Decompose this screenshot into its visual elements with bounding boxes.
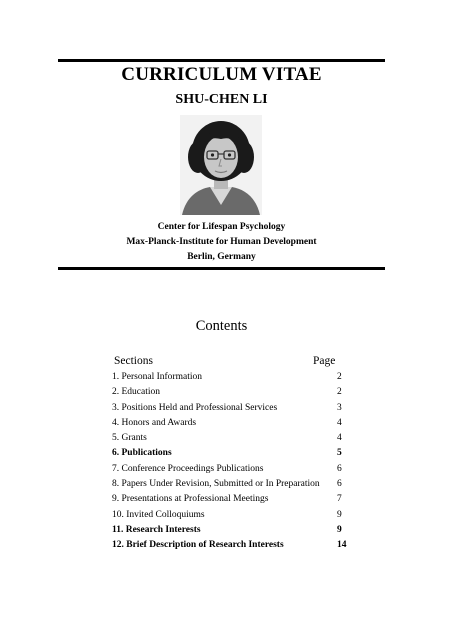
- toc-item-page: 5: [337, 448, 342, 459]
- top-rule: [58, 59, 385, 62]
- toc-item-label: 6. Publications: [112, 448, 172, 459]
- portrait-photo: [180, 115, 262, 215]
- toc-item-label: 5. Grants: [112, 433, 147, 444]
- contents-heading: Contents: [195, 318, 248, 334]
- toc-item-page: 9: [337, 509, 342, 520]
- toc-item-page: 4: [337, 417, 342, 428]
- toc-item[interactable]: [112, 372, 357, 387]
- toc-item-page: 9: [337, 524, 342, 535]
- toc-item[interactable]: [112, 494, 357, 509]
- toc-item-label: 10. Invited Colloquiums: [112, 509, 205, 520]
- toc-item-page: 6: [337, 479, 342, 490]
- toc-item-page: 6: [337, 463, 342, 474]
- toc-item-page: 4: [337, 433, 342, 444]
- toc-item[interactable]: [112, 418, 357, 433]
- document-title: CURRICULUM VITAE: [121, 64, 322, 85]
- affiliation-institute: Max-Planck-Institute for Human Development: [126, 237, 317, 247]
- affiliation-center: Center for Lifespan Psychology: [157, 222, 286, 232]
- toc-item-label: 1. Personal Information: [112, 372, 202, 382]
- page-column-header: Page: [313, 355, 336, 367]
- toc-item[interactable]: [112, 525, 357, 540]
- sections-column-header: Sections: [114, 355, 153, 367]
- toc-item-page: 3: [337, 402, 342, 413]
- toc-item[interactable]: [112, 403, 357, 418]
- toc-item-page: 2: [337, 372, 342, 382]
- toc-item-label: 12. Brief Description of Research Interests: [112, 540, 284, 551]
- toc-item[interactable]: [112, 387, 357, 402]
- toc-item-label: 8. Papers Under Revision, Submitted or In Preparation: [112, 479, 320, 490]
- toc-item-page: 14: [337, 540, 347, 551]
- toc-item[interactable]: [112, 433, 357, 448]
- toc-item[interactable]: [112, 540, 357, 555]
- toc-item-label: 11. Research Interests: [112, 524, 201, 535]
- toc-item-page: 2: [337, 387, 342, 398]
- person-name: SHU-CHEN LI: [175, 92, 268, 107]
- toc-item[interactable]: [112, 448, 357, 463]
- toc-item-label: 9. Presentations at Professional Meetings: [112, 494, 269, 505]
- toc-item-page: 7: [337, 494, 342, 505]
- affiliation-location: Berlin, Germany: [187, 252, 256, 262]
- toc-item-label: 3. Positions Held and Professional Services: [112, 402, 278, 413]
- toc-item[interactable]: [112, 464, 357, 479]
- table-of-contents: [112, 372, 357, 556]
- toc-item-label: 4. Honors and Awards: [112, 417, 197, 428]
- toc-item-label: 2. Education: [112, 387, 161, 398]
- bottom-rule: [58, 267, 385, 270]
- toc-item[interactable]: [112, 510, 357, 525]
- toc-item[interactable]: [112, 479, 357, 494]
- toc-item-label: 7. Conference Proceedings Publications: [112, 463, 264, 474]
